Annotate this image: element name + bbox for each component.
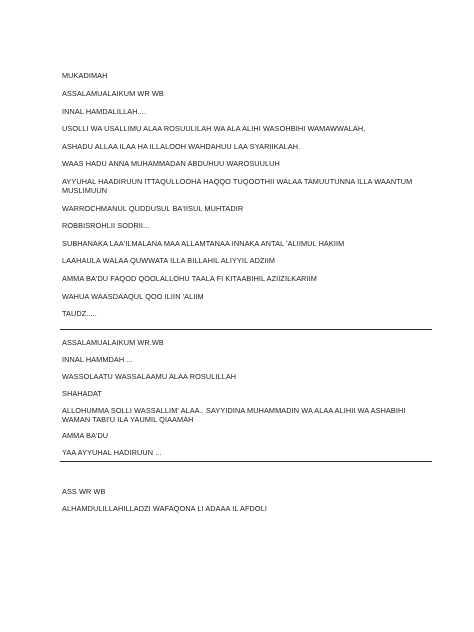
text-line: WAAS HADU ANNA MUHAMMADAN ABDUHUU WAROSUULUH bbox=[62, 159, 280, 168]
text-line: AYYUHAL HAADIRUUN ITTAQULLOOHA HAQQO TUQOOTHII WALAA TAMUUTUNNA ILLA WAANTUM MUSLIMUUN bbox=[62, 177, 413, 195]
text-line: ROBBISROHLII SODRII... bbox=[62, 221, 150, 230]
text-line: WARROCHMANUL QUDDUSUL BA'IISUL MUHTADIR bbox=[62, 204, 244, 213]
text-line: ALHAMDULILLAHILLADZI WAFAQONA LI ADAAA IL AFDOLI bbox=[62, 504, 267, 513]
text-line: WASSOLAATU WASSALAAMU ALAA ROSULILLAH bbox=[62, 372, 237, 381]
text-line: ASSALAMUALAIKUM WR.WB bbox=[62, 338, 164, 347]
text-line: ALLOHUMMA SOLLI WASSALLIM' ALAA.. SAYYIDINA MUHAMMADIN WA ALAA ALIHII WA ASHABIHI WAMAN TABI'U ILA YAUMIL QIAAMAH bbox=[62, 406, 406, 424]
text-line: ASS WR WB bbox=[62, 487, 106, 496]
text-line: WAHUA WAASDAAQUL QOO ILIIN 'ALIIM bbox=[62, 292, 204, 301]
section-divider bbox=[60, 329, 432, 330]
text-line: AMMA BA'DU bbox=[62, 431, 109, 440]
text-line: ASHADU ALLAA ILAA HA ILLALOOH WAHDAHUU LAA SYARIIKALAH. bbox=[62, 142, 301, 151]
text-line: YAA AYYUHAL HADIRUUN ... bbox=[62, 448, 162, 457]
text-line: LAAHAULA WALAA QUWWATA ILLA BILLAHIL ALIYYIL ADZIIM bbox=[62, 256, 276, 265]
text-line: INNAL HAMDALILLAH.... bbox=[62, 107, 147, 116]
text-line: SUBHANAKA LAA'ILMALANA MAA ALLAMTANAA INNAKA ANTAL 'ALIIMUL HAKIIM bbox=[62, 239, 345, 248]
text-line: ASSALAMUALAIKUM WR WB bbox=[62, 89, 164, 98]
text-line: INNAL HAMMDAH ... bbox=[62, 355, 133, 364]
text-line: USOLLI WA USALLIMU ALAA ROSUULILAH WA ALA ALIHI WASOHBIHI WAMAWWALAH, bbox=[62, 124, 366, 133]
heading-shahadat: SHAHADAT bbox=[62, 389, 102, 398]
section-divider bbox=[60, 461, 432, 462]
text-line: AMMA BA'DU FAQOD QOOLALLOHU TAALA FI KITAABIHIL AZIIZILKARIIM bbox=[62, 274, 317, 283]
heading-mukadimah: MUKADIMAH bbox=[62, 71, 108, 80]
text-line: TAUDZ..... bbox=[62, 309, 97, 318]
